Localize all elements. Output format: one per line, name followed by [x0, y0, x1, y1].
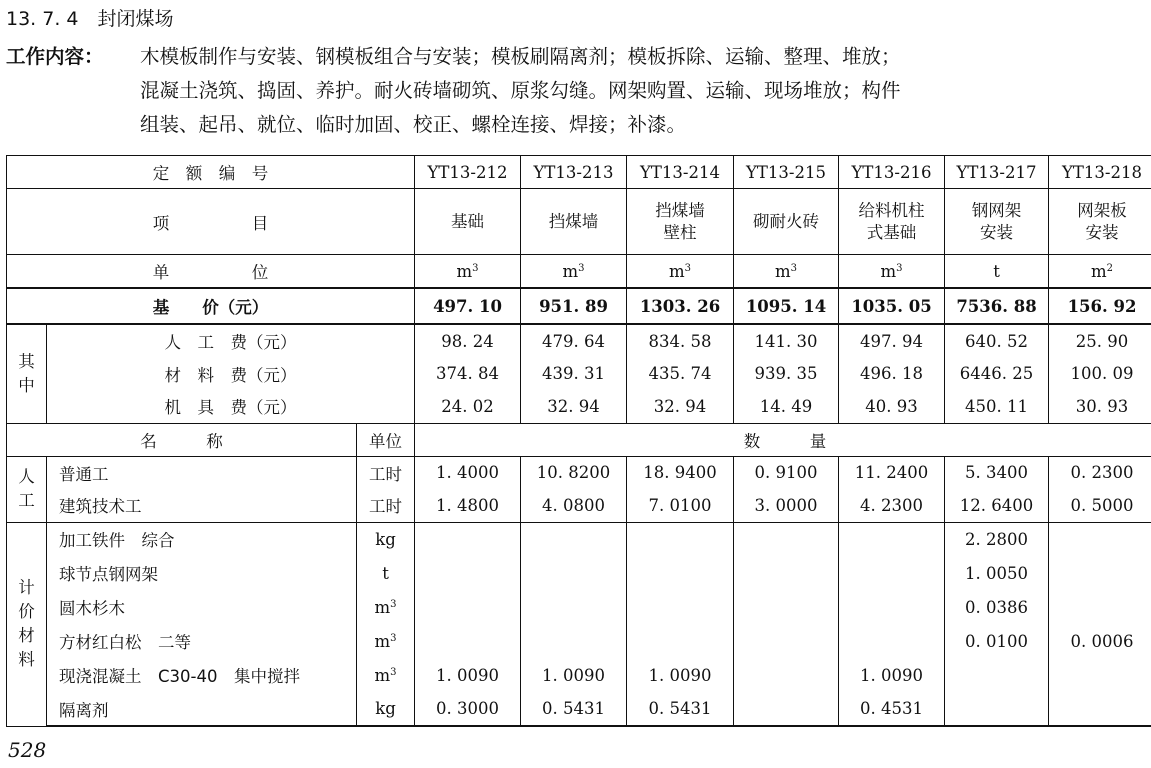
- fee-cell: 939. 35: [734, 357, 839, 390]
- unit-power: 3: [790, 262, 798, 274]
- fee-cell: 497. 94: [839, 324, 945, 357]
- unit-base: kg: [375, 529, 396, 549]
- material-value: 0. 0100: [945, 624, 1049, 658]
- material-value: [415, 590, 521, 624]
- base-price-cell: 7536. 88: [945, 288, 1049, 324]
- material-value: 2. 2800: [945, 522, 1049, 556]
- labor-value: 0. 5000: [1049, 489, 1151, 522]
- material-value: [839, 624, 945, 658]
- material-value: [1049, 590, 1151, 624]
- code-cell: YT13-212: [415, 156, 521, 189]
- labor-name: 普通工: [47, 456, 357, 489]
- material-value: 1. 0090: [415, 658, 521, 692]
- labor-value: 0. 9100: [734, 456, 839, 489]
- name-header: 名 称: [7, 423, 357, 456]
- material-unit: [357, 624, 415, 658]
- unit-base: m: [562, 261, 579, 281]
- base-price-cell: 1303. 26: [627, 288, 734, 324]
- material-value: 0. 3000: [415, 692, 521, 726]
- item-cell: [734, 189, 839, 255]
- material-unit: [357, 658, 415, 692]
- labor-value: 4. 2300: [839, 489, 945, 522]
- material-name: 球节点钢网架: [47, 556, 357, 590]
- code-cell: YT13-213: [521, 156, 627, 189]
- material-value: [521, 590, 627, 624]
- fee-label: 机 具 费（元）: [47, 390, 415, 423]
- unit-base: m: [880, 261, 897, 281]
- fee-label: 材 料 费（元）: [47, 357, 415, 390]
- labor-value: 4. 0800: [521, 489, 627, 522]
- unit-base: m: [374, 631, 391, 651]
- labor-value: 12. 6400: [945, 489, 1049, 522]
- fee-cell: 24. 02: [415, 390, 521, 423]
- unit-power: 3: [472, 262, 479, 274]
- fee-cell: 98. 24: [415, 324, 521, 357]
- unit-cell: [839, 255, 945, 289]
- material-row: [7, 624, 1151, 658]
- work-content-line-2: 混凝土浇筑、捣固、养护。耐火砖墙砌筑、原浆勾缝。网架购置、运输、现场堆放；构件: [140, 79, 901, 102]
- item-line-1: 砌耐火砖: [753, 211, 820, 231]
- unit-power: 3: [896, 262, 903, 274]
- material-value: [734, 590, 839, 624]
- page-number: 528: [8, 738, 47, 762]
- labor-value: 0. 2300: [1049, 456, 1151, 489]
- base-price-cell: 156. 92: [1049, 288, 1151, 324]
- material-unit: [357, 692, 415, 726]
- row-units: [7, 255, 1151, 289]
- unit-power: 3: [390, 598, 397, 610]
- material-value: [734, 624, 839, 658]
- material-value: [1049, 692, 1151, 726]
- material-value: [415, 522, 521, 556]
- item-line-2: 壁柱: [663, 222, 697, 242]
- labor-value: 10. 8200: [521, 456, 627, 489]
- material-value: 1. 0050: [945, 556, 1049, 590]
- material-unit: [357, 590, 415, 624]
- code-cell: YT13-215: [734, 156, 839, 189]
- material-group-label: 计价材料: [7, 522, 47, 726]
- material-value: [415, 556, 521, 590]
- fee-cell: 640. 52: [945, 324, 1049, 357]
- material-value: [945, 692, 1049, 726]
- unit-base: kg: [375, 699, 396, 718]
- material-value: [627, 624, 734, 658]
- item-line-2: 安装: [1085, 222, 1119, 242]
- unit-power: 3: [578, 262, 585, 274]
- material-value: [627, 556, 734, 590]
- unit-power: 2: [1106, 262, 1114, 274]
- labor-value: 1. 4000: [415, 456, 521, 489]
- material-value: [1049, 556, 1151, 590]
- unit-power: 3: [390, 632, 397, 644]
- material-row: [7, 590, 1151, 624]
- fee-cell: 450. 11: [945, 390, 1049, 423]
- labor-group-label: 人工: [7, 456, 47, 522]
- fee-cell: 14. 49: [734, 390, 839, 423]
- material-value: [839, 556, 945, 590]
- material-value: 0. 4531: [839, 692, 945, 726]
- base-price-cell: 1095. 14: [734, 288, 839, 324]
- fee-cell: 374. 84: [415, 357, 521, 390]
- code-cell: YT13-217: [945, 156, 1049, 189]
- fee-cell: 141. 30: [734, 324, 839, 357]
- quota-table: [6, 155, 1151, 727]
- material-value: [1049, 658, 1151, 692]
- item-label: 项 目: [7, 189, 415, 255]
- item-line-1: 钢网架: [971, 200, 1022, 220]
- fee-cell: 6446. 25: [945, 357, 1049, 390]
- quantity-header: 数 量: [415, 423, 1151, 456]
- item-cell: [521, 189, 627, 255]
- material-value: [839, 590, 945, 624]
- material-value: [945, 658, 1049, 692]
- unit-base: m: [775, 261, 791, 281]
- section-title: 13. 7. 4 封闭煤场: [6, 8, 174, 30]
- labor-value: 11. 2400: [839, 456, 945, 489]
- material-value: [734, 692, 839, 726]
- unit-cell: [627, 255, 734, 289]
- item-line-1: 网架板: [1077, 200, 1127, 220]
- work-content-line-1: 木模板制作与安装、钢模板组合与安装；模板刷隔离剂；模板拆除、运输、整理、堆放；: [140, 45, 901, 68]
- material-name: 加工铁件 综合: [47, 522, 357, 556]
- material-value: 0. 0386: [945, 590, 1049, 624]
- fee-cell: 834. 58: [627, 324, 734, 357]
- base-price-cell: 497. 10: [415, 288, 521, 324]
- base-price-cell: 951. 89: [521, 288, 627, 324]
- material-value: 0. 5431: [521, 692, 627, 726]
- material-value: [521, 624, 627, 658]
- material-value: 0. 5431: [627, 692, 734, 726]
- material-row: [7, 692, 1151, 726]
- fee-cell: 32. 94: [627, 390, 734, 423]
- unit-base: m: [456, 261, 473, 281]
- row-material-fee: [7, 357, 1151, 390]
- labor-value: 1. 4800: [415, 489, 521, 522]
- unit-base: m: [1091, 261, 1107, 281]
- item-cell: [1049, 189, 1151, 255]
- fee-cell: 496. 18: [839, 357, 945, 390]
- material-name: 现浇混凝土 C30-40 集中搅拌: [47, 658, 357, 692]
- item-cell: [627, 189, 734, 255]
- item-line-1: 给料机柱: [858, 200, 925, 220]
- code-cell: YT13-214: [627, 156, 734, 189]
- row-codes: [7, 156, 1151, 189]
- item-line-1: 挡煤墙: [548, 211, 599, 231]
- labor-value: 5. 3400: [945, 456, 1049, 489]
- labor-row: [7, 489, 1151, 522]
- unit-power: 3: [390, 666, 397, 678]
- material-value: 0. 0006: [1049, 624, 1151, 658]
- unit-cell: [521, 255, 627, 289]
- item-line-2: 式基础: [866, 222, 917, 242]
- material-value: [1049, 522, 1151, 556]
- unit-base: t: [993, 261, 1000, 281]
- item-line-1: 基础: [451, 211, 485, 231]
- fee-cell: 479. 64: [521, 324, 627, 357]
- unit-base: m: [374, 665, 391, 685]
- unit-power: 3: [684, 262, 692, 274]
- material-value: [839, 522, 945, 556]
- labor-value: 3. 0000: [734, 489, 839, 522]
- labor-value: 18. 9400: [627, 456, 734, 489]
- labor-row: [7, 456, 1151, 489]
- unit-cell: [1049, 255, 1151, 289]
- of-which-label: 其中: [7, 324, 47, 423]
- labor-unit: 工时: [357, 456, 415, 489]
- work-content-label: 工作内容：: [6, 45, 104, 68]
- material-row: [7, 658, 1151, 692]
- fee-cell: 439. 31: [521, 357, 627, 390]
- item-cell: [839, 189, 945, 255]
- material-row: [7, 556, 1151, 590]
- item-cell: [415, 189, 521, 255]
- material-value: 1. 0090: [521, 658, 627, 692]
- unit-label: 单 位: [7, 255, 415, 289]
- material-value: [734, 658, 839, 692]
- fee-cell: 100. 09: [1049, 357, 1151, 390]
- base-price-cell: 1035. 05: [839, 288, 945, 324]
- fee-cell: 32. 94: [521, 390, 627, 423]
- base-price-label: 基 价（元）: [7, 288, 415, 324]
- material-value: [734, 556, 839, 590]
- fee-cell: 25. 90: [1049, 324, 1151, 357]
- item-line-2: 安装: [980, 222, 1014, 242]
- unit-cell: [945, 255, 1049, 289]
- code-cell: YT13-218: [1049, 156, 1151, 189]
- row-machine-fee: [7, 390, 1151, 423]
- work-content-line-3: 组装、起吊、就位、临时加固、校正、螺栓连接、焊接；补漆。: [140, 113, 687, 136]
- material-value: [627, 590, 734, 624]
- material-value: 1. 0090: [839, 658, 945, 692]
- fee-label: 人 工 费（元）: [47, 324, 415, 357]
- material-name: 隔离剂: [47, 692, 357, 726]
- labor-name: 建筑技术工: [47, 489, 357, 522]
- material-name: 圆木杉木: [47, 590, 357, 624]
- row-base-price: [7, 288, 1151, 324]
- labor-unit: 工时: [357, 489, 415, 522]
- row-items: [7, 189, 1151, 255]
- unit-base: m: [669, 261, 685, 281]
- code-label: 定 额 编 号: [7, 156, 415, 189]
- material-name: 方材红白松 二等: [47, 624, 357, 658]
- unit-base: m: [374, 597, 391, 617]
- labor-value: 7. 0100: [627, 489, 734, 522]
- material-unit: [357, 556, 415, 590]
- unit-cell: [734, 255, 839, 289]
- material-row: [7, 522, 1151, 556]
- unit-cell: [415, 255, 521, 289]
- fee-cell: 30. 93: [1049, 390, 1151, 423]
- material-value: 1. 0090: [627, 658, 734, 692]
- material-value: [415, 624, 521, 658]
- item-line-1: 挡煤墙: [655, 200, 705, 220]
- row-name-header: [7, 423, 1151, 456]
- unit-header: 单位: [357, 423, 415, 456]
- fee-cell: 40. 93: [839, 390, 945, 423]
- material-value: [627, 522, 734, 556]
- code-cell: YT13-216: [839, 156, 945, 189]
- row-labor-fee: [7, 324, 1151, 357]
- fee-cell: 435. 74: [627, 357, 734, 390]
- material-value: [734, 522, 839, 556]
- material-value: [521, 556, 627, 590]
- unit-base: t: [382, 563, 389, 583]
- item-cell: [945, 189, 1049, 255]
- material-unit: [357, 522, 415, 556]
- material-value: [521, 522, 627, 556]
